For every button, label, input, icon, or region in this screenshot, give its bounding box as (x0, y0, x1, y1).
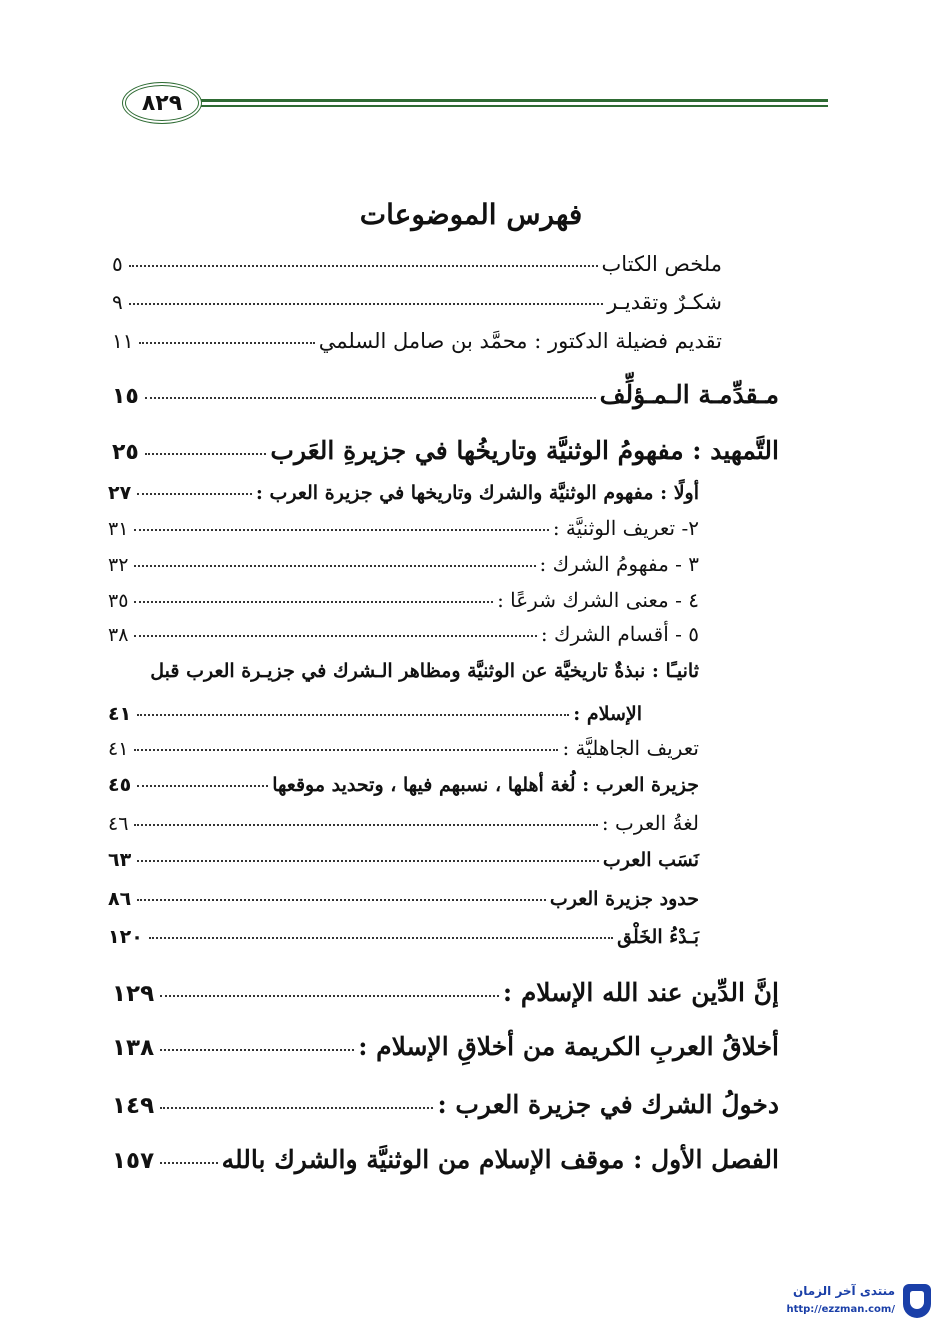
toc-entry-page: ٣١ (108, 518, 129, 540)
dot-leader (134, 635, 536, 637)
dot-leader (145, 397, 596, 399)
toc-entry-title: لغةُ العرب : (601, 811, 699, 835)
toc-entry (108, 736, 699, 760)
toc-entry (108, 774, 699, 796)
toc-entry-title: تقديم فضيلة الدكتور : محمَّد بن صامل السلمي (318, 329, 722, 353)
toc-entry-title: إنَّ الدِّين عند الله الإسلام : (502, 978, 779, 1007)
toc-entry-title: ٥ - أقسام الشرك : (540, 622, 699, 646)
toc-entry-page: ٢٥ (112, 440, 139, 465)
toc-entry (112, 290, 722, 314)
page-number-badge: ٨٢٩ (122, 82, 202, 124)
dot-leader (139, 342, 314, 344)
dot-leader (137, 785, 268, 787)
dot-leader (134, 529, 548, 531)
toc-entry (108, 926, 699, 948)
toc-entry-page: ١٣٨ (112, 1035, 155, 1061)
toc-entry-title: دخولُ الشرك في جزيرة العرب : (437, 1090, 779, 1119)
toc-entry-page: ١٥٧ (112, 1148, 155, 1174)
toc-entry-page: ١٢٠ (108, 926, 143, 948)
dot-leader (134, 601, 493, 603)
toc-entry (112, 329, 722, 353)
toc-entry-title: نَسَب العرب (602, 849, 699, 871)
toc-entry (108, 703, 642, 725)
toc-entry-title: بَـدْءُ الخَلْق (617, 926, 699, 948)
shield-logo-icon (903, 1284, 931, 1318)
toc-entry-title: الفصل الأول : موقف الإسلام من الوثنيَّة والشرك بالله (221, 1145, 779, 1174)
dot-leader (134, 824, 597, 826)
toc-entry-title: الإسلام : (573, 703, 642, 725)
toc-entry-page: ١٢٩ (112, 981, 155, 1007)
toc-entry-page: ٣٢ (108, 554, 129, 576)
dot-leader (160, 1049, 354, 1051)
dot-leader (149, 937, 613, 939)
toc-entry (108, 588, 699, 612)
toc-entry (108, 516, 699, 540)
dot-leader (137, 493, 252, 495)
toc-entry-page: ١٤٩ (112, 1093, 155, 1119)
toc-entry (108, 552, 699, 576)
page-title: فهرس الموضوعات (359, 198, 583, 231)
toc-entry-title: مـقدِّمـة الـمـؤلِّف (599, 380, 779, 409)
toc-entry-page: ٦٣ (108, 849, 132, 871)
toc-entry-page: ١٥ (112, 384, 139, 409)
toc-entry (108, 849, 699, 871)
toc-entry-title: أولًا : مفهوم الوثنيَّة والشرك وتاريخها في جزيرة العرب : (255, 482, 699, 504)
toc-entry-page: ٣٨ (108, 624, 129, 646)
toc-entry (108, 482, 699, 504)
toc-entry-continued: ثانيـًا : نبذةٌ تاريخيَّة عن الوثنيَّة ومظاهر الـشرك في جزيـرة العرب قبل (150, 660, 699, 682)
dot-leader (160, 1107, 433, 1109)
toc-entry-title: شكـرٌ وتقديـر (607, 290, 722, 314)
toc-entry (112, 1090, 779, 1119)
toc-entry (112, 252, 722, 276)
dot-leader (137, 714, 569, 716)
toc-entry (108, 888, 699, 910)
toc-entry-page: ٢٧ (108, 482, 132, 504)
watermark-url[interactable]: http://ezzman.com/ (786, 1304, 895, 1315)
toc-entry-page: ١١ (112, 329, 134, 353)
toc-entry-title: التَّمهيد : مفهومُ الوثنيَّة وتاريخُها في جزيرةِ العَرب (270, 436, 779, 465)
toc-entry-title: ملخص الكتاب (601, 252, 722, 276)
dot-leader (134, 565, 535, 567)
toc-entry-page: ٨٦ (108, 888, 132, 910)
toc-entry (112, 1032, 779, 1061)
toc-entry-title: ٣ - مفهومُ الشرك : (539, 552, 699, 576)
watermark-name: منتدى آخر الزمان (793, 1284, 895, 1298)
toc-entry-page: ٤٥ (108, 774, 132, 796)
toc-entry-page: ٤٦ (108, 813, 129, 835)
toc-entry-title: تعريف الجاهليَّة : (562, 736, 699, 760)
dot-leader (160, 995, 499, 997)
toc-entry (112, 1145, 779, 1174)
toc-entry-page: ٩ (112, 290, 123, 314)
toc-entry-page: ٥ (112, 252, 123, 276)
watermark (765, 1280, 935, 1324)
toc-entry-title: أخلاقُ العربِ الكريمة من أخلاقِ الإسلام : (358, 1032, 779, 1061)
toc-entry-title: ٤ - معنى الشرك شرعًا : (497, 588, 699, 612)
toc-entry-title: حدود جزيرة العرب (549, 888, 699, 910)
toc-entry (108, 622, 699, 646)
dot-leader (160, 1162, 218, 1164)
toc-entry-title: ٢- تعريف الوثنيَّة : (552, 516, 699, 540)
toc-entry-page: ٤١ (108, 703, 132, 725)
dot-leader (134, 749, 558, 751)
toc-entry-page: ٣٥ (108, 590, 129, 612)
dot-leader (137, 899, 546, 901)
toc-entry-page: ٤١ (108, 738, 129, 760)
dot-leader (129, 303, 603, 305)
toc-entry (112, 978, 779, 1007)
toc-entry-title: جزيرة العرب : لُغة أهلها ، نسبهم فيها ، وتحديد موقعها (272, 774, 699, 796)
toc-entry (112, 436, 779, 465)
toc-entry (112, 380, 779, 409)
dot-leader (137, 860, 599, 862)
dot-leader (129, 265, 598, 267)
dot-leader (145, 453, 267, 455)
toc-entry (108, 811, 699, 835)
